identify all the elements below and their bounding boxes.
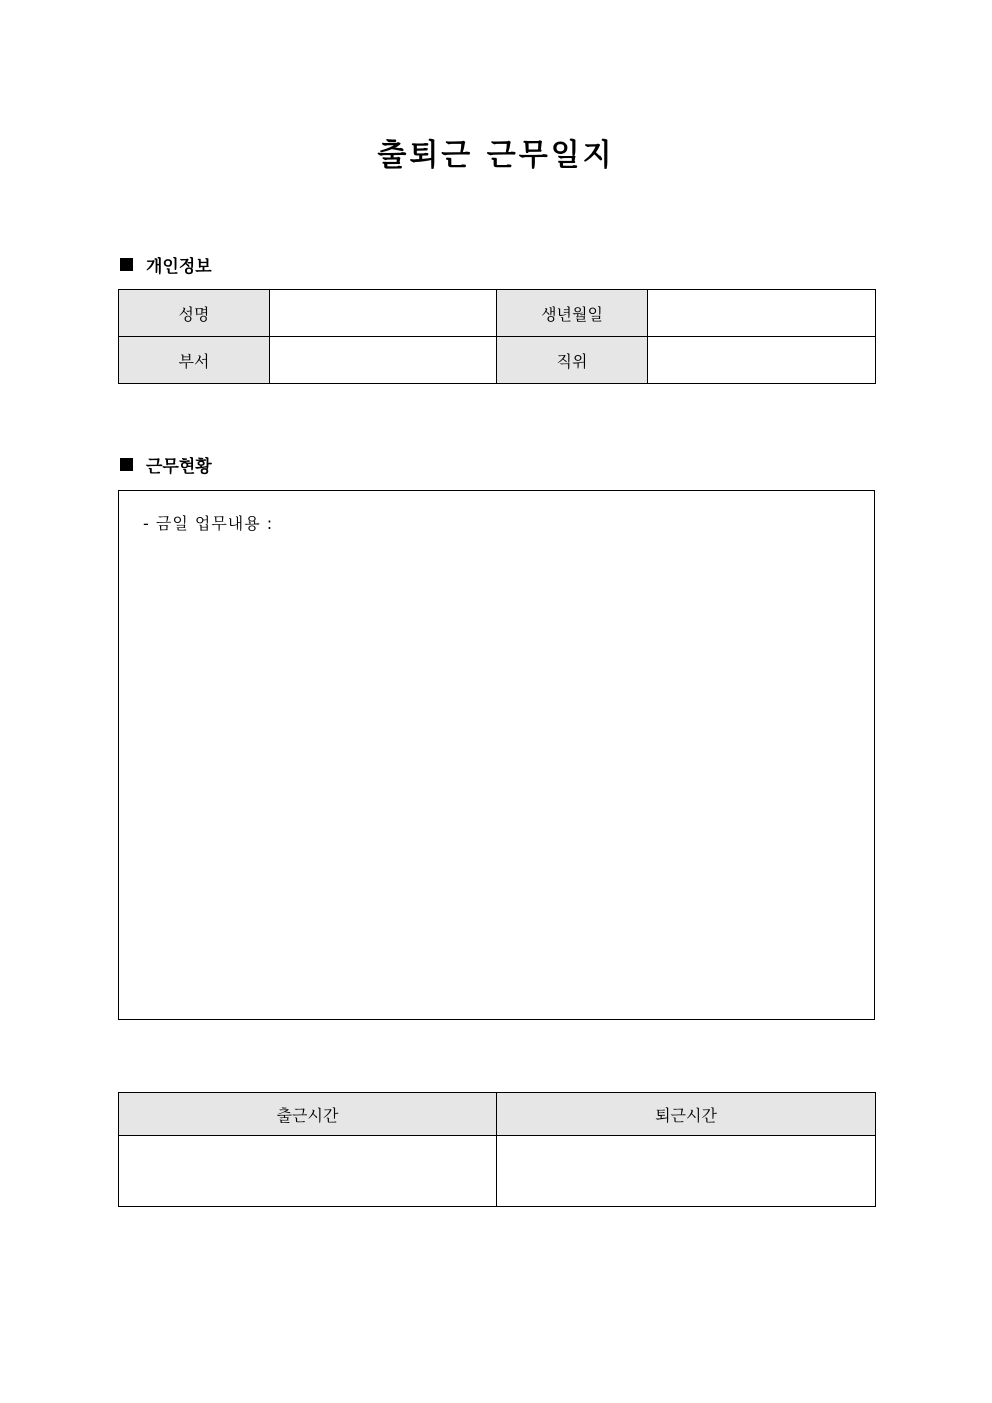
birthdate-field[interactable] — [648, 290, 876, 337]
table-row — [119, 1136, 876, 1207]
clock-out-field[interactable] — [497, 1136, 876, 1207]
work-content-label: 금일 업무내용 : — [155, 514, 274, 533]
square-bullet-icon — [120, 458, 133, 471]
section-heading-personal-info — [120, 252, 212, 276]
name-field[interactable] — [270, 290, 497, 337]
personal-info-table — [118, 289, 876, 384]
department-field[interactable] — [270, 337, 497, 384]
table-row — [119, 1093, 876, 1136]
clock-in-field[interactable] — [119, 1136, 497, 1207]
position-field[interactable] — [648, 337, 876, 384]
table-row — [119, 337, 876, 384]
document-title: 출퇴근 근무일지 — [377, 138, 615, 173]
attendance-time-table — [118, 1092, 876, 1207]
label-birthdate: 생년월일 — [497, 290, 648, 337]
label-clock-out: 퇴근시간 — [497, 1093, 876, 1136]
work-content-line — [143, 511, 273, 534]
section-heading-label: 개인정보 — [146, 256, 212, 277]
label-department: 부서 — [119, 337, 270, 384]
label-clock-in: 출근시간 — [119, 1093, 497, 1136]
table-row — [119, 290, 876, 337]
work-content-prefix: - — [143, 514, 156, 533]
label-position: 직위 — [497, 337, 648, 384]
section-heading-work-status — [120, 452, 212, 476]
work-content-box[interactable] — [118, 490, 875, 1020]
section-heading-label: 근무현황 — [146, 456, 212, 477]
square-bullet-icon — [120, 258, 133, 271]
label-name: 성명 — [119, 290, 270, 337]
